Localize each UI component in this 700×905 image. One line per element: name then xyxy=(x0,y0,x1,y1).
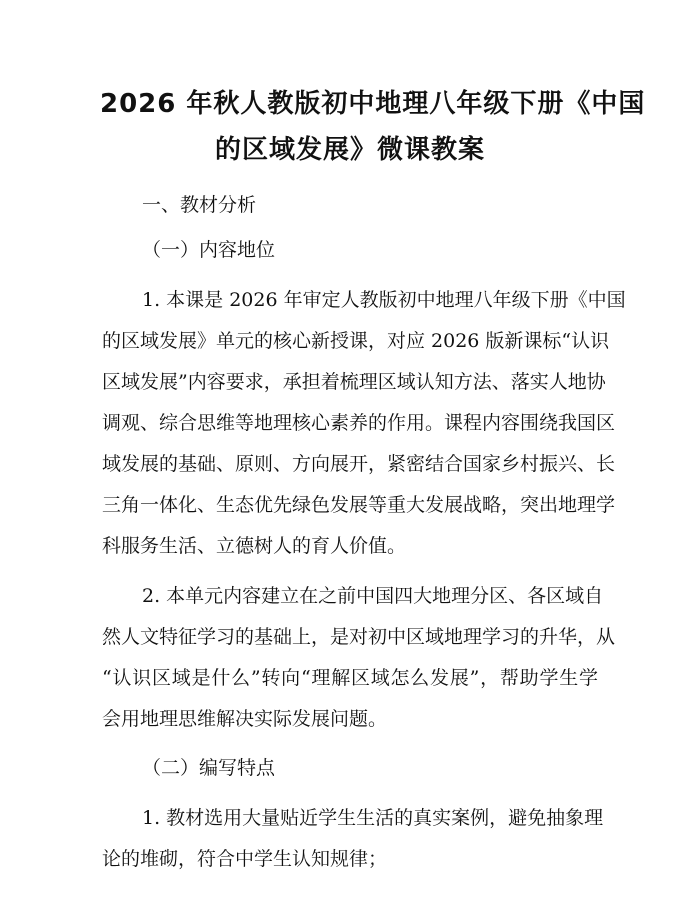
subsection-heading-content-position: （一）内容地位 xyxy=(142,239,276,261)
document-title-line-2: 的区域发展》微课教案 xyxy=(214,135,485,165)
paragraph-2-line: 然人文特征学习的基础上，是对初中区域地理学习的升华，从 xyxy=(102,626,616,648)
paragraph-1-line: 域发展的基础、原则、方向展开，紧密结合国家乡村振兴、长 xyxy=(102,453,616,475)
document-title-line-1: 2026 年秋人教版初中地理八年级下册《中国 xyxy=(100,89,646,119)
paragraph-1-line: 的区域发展》单元的核心新授课，对应 2026 版新课标“认识 xyxy=(102,330,610,352)
paragraph-1-line: 调观、综合思维等地理核心素养的作用。课程内容围绕我国区 xyxy=(102,412,616,434)
paragraph-2-line: 会用地理思维解决实际发展问题。 xyxy=(102,708,388,730)
paragraph-3-line: 1. 教材选用大量贴近学生生活的真实案例，避免抽象理 xyxy=(142,807,604,829)
section-heading-textbook-analysis: 一、教材分析 xyxy=(142,194,257,216)
paragraph-1-line: 科服务生活、立德树人的育人价值。 xyxy=(102,535,407,557)
paragraph-2-line: 2. 本单元内容建立在之前中国四大地理分区、各区域自 xyxy=(142,585,604,607)
paragraph-1-line: 区域发展”内容要求，承担着梳理区域认知方法、落实人地协 xyxy=(102,371,606,393)
paragraph-1-line: 三角一体化、生态优先绿色发展等重大发展战略，突出地理学 xyxy=(102,494,616,516)
subsection-heading-writing-features: （二）编写特点 xyxy=(142,757,276,779)
paragraph-3-line: 论的堆砌，符合中学生认知规律； xyxy=(102,848,388,870)
paragraph-2-line: “认识区域是什么”转向“理解区域怎么发展”，帮助学生学 xyxy=(102,667,598,689)
paragraph-1-line: 1. 本课是 2026 年审定人教版初中地理八年级下册《中国 xyxy=(142,289,626,311)
